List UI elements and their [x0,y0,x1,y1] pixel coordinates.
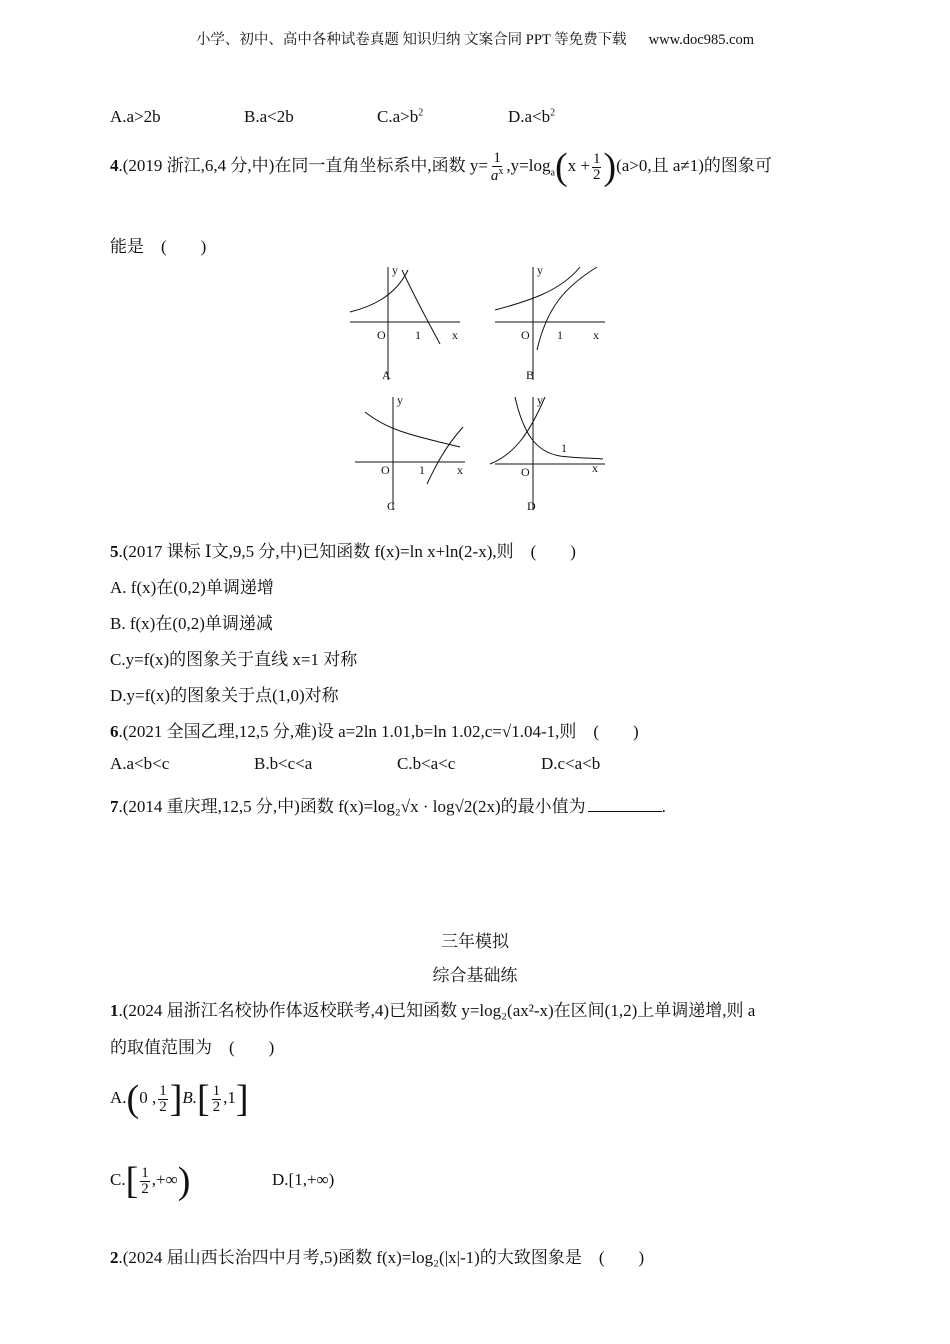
q6-number: 6 [110,722,119,741]
q4-inner: x + [567,155,590,175]
q4-number: 4 [110,155,119,175]
q6-option-a: A.a<b<c [110,754,170,773]
q3-option-d-sup: 2 [550,107,556,119]
m1-opt-a-num: 1 [159,1082,167,1099]
m1-option-c: C.[ $\frac{1}{2}$ ,+∞) [110,1160,191,1202]
page-header [0,28,950,49]
q7-answer-blank[interactable] [588,797,662,812]
q6-option-d: D.c<a<b [541,754,601,773]
graph-a-label: A [382,368,391,382]
graph-b-y-label: y [537,263,543,277]
graph-c-x-label: x [457,463,463,477]
q7-number: 7 [110,797,119,816]
section-subtitle: 综合基础练 [432,966,518,985]
q3-option-d [508,107,555,127]
m1-opt-c-label: C. [110,1169,126,1189]
graph-b-x-label: x [593,328,599,342]
q4-graph-d[interactable] [485,392,615,517]
q5-option-b: B. f(x)在(0,2)单调递减 [110,614,273,633]
question-6 [110,717,639,742]
q4-inner-fraction [592,152,602,183]
m1-option-d: D.[1,+∞) [272,1170,335,1189]
graph-d-origin: O [521,465,530,479]
graph-d-y-label: y [537,393,543,407]
q4-frac-den: a [490,167,499,184]
q5-option-c: C.y=f(x)的图象关于直线 x=1 对称 [110,650,358,669]
q3-option-c-sup: 2 [418,107,424,119]
q6-option-c: C.b<a<c [397,754,456,773]
q3-option-c-text: C.a>b [377,107,419,126]
m1-opt-c-den: 2 [141,1180,149,1197]
graph-d-exp-curve [515,397,603,459]
graph-b-tick: 1 [557,328,563,342]
m1-stem: .(2024 届浙江名校协作体返校联考,4)已知函数 y=log₂(ax²-x)在区间(1,2)上单调递增,则 a [118,1001,756,1020]
mock-question-1 [110,996,755,1021]
graph-a-y-label: y [392,263,398,277]
m1-opt-b-end: ,1 [223,1087,236,1107]
graph-a-origin: O [377,328,386,342]
question-7 [110,792,666,817]
graph-b-origin: O [521,328,530,342]
header-url[interactable]: www.doc985.com [648,32,755,48]
graph-d-tick: 1 [561,441,567,455]
q4-stem-mid: ,y=log [506,155,551,175]
q4-inner-num: 1 [592,150,601,167]
m1-opt-b-den: 2 [212,1098,221,1115]
q3-option-d-text: D.a<b [508,107,551,126]
q4-graph-a[interactable] [340,262,470,387]
q7-stem: .(2014 重庆理,12,5 分,中)函数 f(x)=log₂√x · log√2(2x)的最小值为 [118,797,586,816]
m1-opt-a-text: 0 , [139,1087,157,1107]
q5-number: 5 [110,542,119,561]
q4-log-base: a [550,167,555,179]
q3-option-c [377,107,423,127]
m1-opt-b-frac [212,1084,222,1115]
graph-a-exp-curve [350,270,408,312]
m1-line2: 的取值范围为 ( ) [110,1038,275,1057]
m1-opt-b-label: B. [182,1087,197,1107]
graph-c-origin: O [381,463,390,477]
m2-number: 2 [110,1248,119,1267]
m1-number: 1 [110,1001,119,1020]
q3-option-b: B.a<2b [244,107,294,126]
q6-option-b: B.b<c<a [254,754,313,773]
q4-line2: 能是 ( ) [110,237,207,256]
q5-option-d: D.y=f(x)的图象关于点(1,0)对称 [110,686,339,705]
graph-b-label: B [526,368,535,382]
m1-opt-c-end: ,+∞ [151,1169,178,1189]
graph-c-y-label: y [397,393,403,407]
q4-inner-den: 2 [592,166,601,183]
mock-question-2 [110,1243,644,1268]
graph-c-tick: 1 [419,463,425,477]
q4-fraction [490,151,505,184]
graph-d-label: D [527,499,536,513]
question-5 [110,537,576,562]
m1-opt-b-num: 1 [212,1082,221,1099]
q4-frac-num: 1 [493,149,501,166]
graph-a-x-label: x [452,328,458,342]
q7-end: . [661,797,666,816]
q4-stem-post: (a>0,且 a≠1)的图象可 [616,155,772,175]
graph-d-x-label: x [592,461,598,475]
q4-stem-pre: .(2019 浙江,6,4 分,中)在同一直角坐标系中,函数 y= [118,155,488,175]
m1-opt-a-frac [158,1084,168,1115]
header-text: 小学、初中、高中各种试卷真题 知识归纳 文案合同 PPT 等免费下载 [195,32,627,48]
m1-options-ab: A.(0 , $\frac{1}{2}$ ]B.[ $\frac{1}{2}$ ,1] [110,1078,249,1120]
q6-stem: .(2021 全国乙理,12,5 分,难)设 a=2ln 1.01,b=ln 1.02,c=√1.04-1,则 ( ) [118,722,639,741]
q5-option-a: A. f(x)在(0,2)单调递增 [110,578,274,597]
q3-option-a: A.a>2b [110,107,161,126]
m2-stem: .(2024 届山西长治四中月考,5)函数 f(x)=log₂(|x|-1)的大致图象是 ( ) [118,1248,645,1267]
q4-frac-den-sup: x [498,165,504,177]
graph-c-exp-curve [365,412,460,447]
q5-stem: .(2017 课标 Ⅰ文,9,5 分,中)已知函数 f(x)=ln x+ln(2-x),则 ( ) [118,542,576,561]
q4-graph-b[interactable] [485,262,615,387]
graph-a-log-curve [402,270,440,344]
question-4: 4.(2019 浙江,6,4 分,中)在同一直角坐标系中,函数 y= $\frac{1}{a^x}$ $,y=\log_a(x$ + $\frac{1}{2}$ )(a>0,且 a≠1)的图象可 [110,146,772,188]
graph-a-tick: 1 [415,328,421,342]
m1-opt-c-frac [140,1166,150,1197]
q4-graph-c[interactable] [345,392,475,517]
graph-c-label: C [387,499,396,513]
section-title: 三年模拟 [441,932,509,951]
m1-opt-c-num: 1 [141,1164,149,1181]
m1-opt-a-den: 2 [159,1098,167,1115]
m1-opt-a-label: A. [110,1087,127,1107]
